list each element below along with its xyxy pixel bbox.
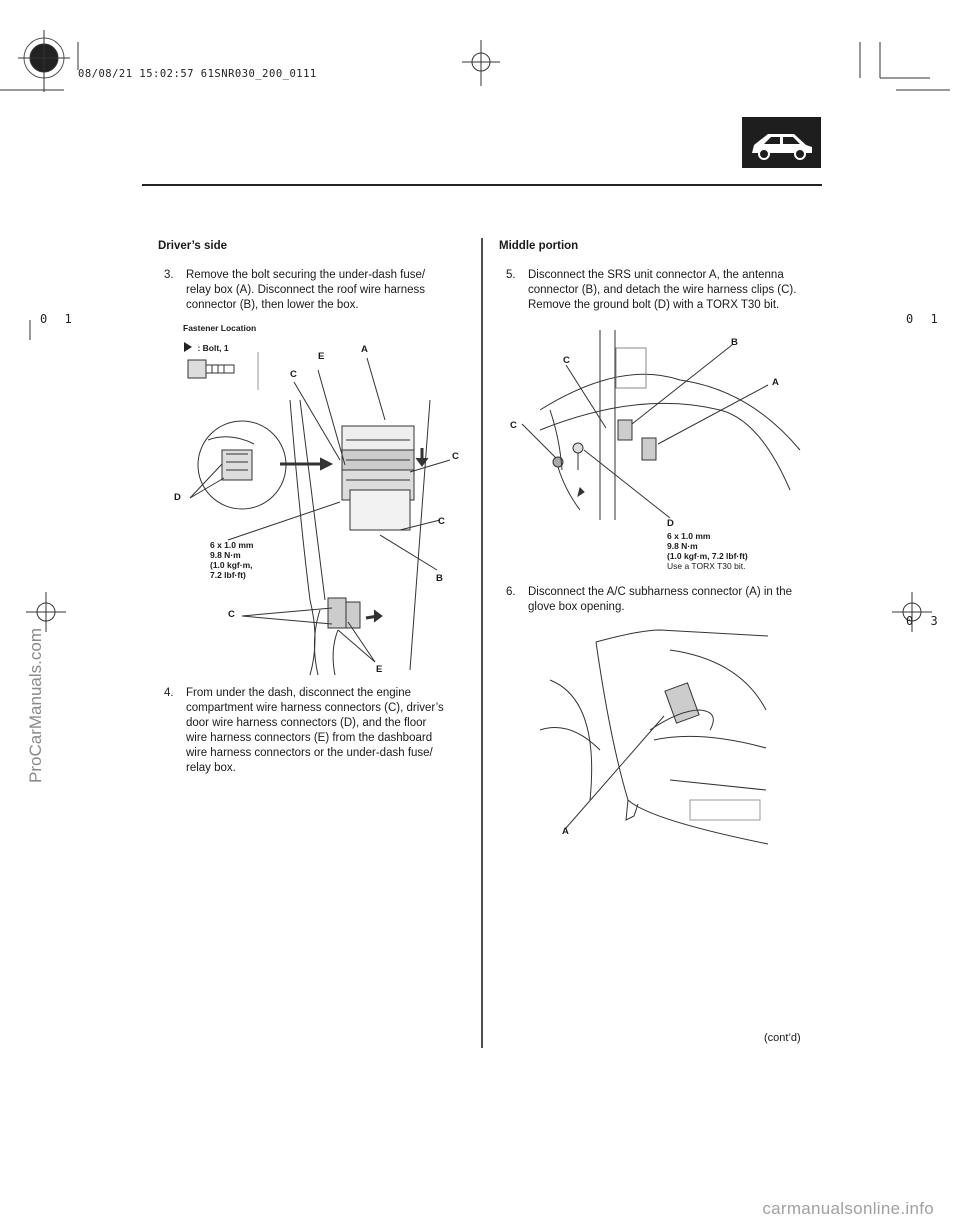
margin-mark: 0 3 — [906, 614, 943, 628]
step-6 — [506, 585, 826, 615]
callout-c: C — [290, 369, 297, 380]
callout-b: B — [731, 337, 738, 348]
step-5 — [506, 268, 826, 313]
srs-connector-illustration — [520, 320, 810, 540]
margin-mark: 0 1 — [906, 312, 943, 326]
bolt-torque-spec: 6 x 1.0 mm 9.8 N·m (1.0 kgf·m, 7.2 lbf·ft) — [667, 531, 748, 561]
section-heading-middle-portion: Middle portion — [499, 240, 579, 252]
callout-d: D — [174, 492, 181, 503]
crosshair-icon — [26, 592, 66, 632]
car-body-icon — [742, 117, 821, 168]
step-text: From under the dash, disconnect the engine compartment wire harness connectors (C), driver’s door wire harness connectors (D), and the floor wire harness connectors (E) from the dashboard wire harness connectors or the under-dash fuse/ relay box. — [186, 687, 444, 774]
callout-c: C — [563, 355, 570, 366]
step-number: 4. — [164, 687, 174, 699]
callout-c: C — [452, 451, 459, 462]
crosshair-icon — [462, 40, 500, 86]
step-text: Disconnect the SRS unit connector A, the antenna connector (B), and detach the wire harness clips (C). Remove the ground bolt (D) with a TORX T30 bit. — [528, 269, 797, 311]
print-stamp: 08/08/21 15:02:57 61SNR030_200_0111 — [78, 68, 317, 80]
registration-target-icon — [18, 30, 70, 92]
side-watermark — [26, 628, 52, 828]
callout-a: A — [361, 344, 368, 355]
callout-c: C — [228, 609, 235, 620]
callout-c: C — [510, 420, 517, 431]
fuse-box-illustration — [170, 340, 470, 680]
step-number: 3. — [164, 269, 174, 281]
callout-e: E — [376, 664, 383, 675]
side-watermark-text: ProCarManuals.com — [26, 628, 45, 783]
callout-e: E — [318, 351, 325, 362]
callout-a: A — [772, 377, 779, 388]
fastener-location-title: Fastener Location — [183, 323, 257, 333]
section-heading-drivers-side: Driver’s side — [158, 240, 228, 252]
step-4 — [164, 686, 474, 776]
step-number: 5. — [506, 269, 516, 281]
step-3 — [164, 268, 464, 313]
bolt-note: Use a TORX T30 bit. — [667, 561, 746, 571]
callout-a: A — [562, 826, 569, 837]
step-text: Disconnect the A/C subharness connector (A) in the glove box opening. — [528, 586, 793, 613]
callout-d: D — [667, 518, 674, 529]
continued-label: (cont’d) — [764, 1032, 801, 1044]
margin-mark: 0 1 — [40, 312, 77, 326]
bolt-torque-spec: 6 x 1.0 mm 9.8 N·m (1.0 kgf·m, 7.2 lbf·ft) — [210, 540, 254, 580]
callout-b: B — [436, 573, 443, 584]
step-text: Remove the bolt securing the under-dash fuse/ relay box (A). Disconnect the roof wire harness connector (B), then lower the box. — [186, 269, 426, 311]
step-number: 6. — [506, 586, 516, 598]
bottom-watermark: carmanualsonline.info — [762, 1199, 934, 1218]
bolt-icon — [188, 360, 234, 378]
callout-c: C — [438, 516, 445, 527]
fastener-item: : Bolt, 1 — [197, 343, 229, 353]
